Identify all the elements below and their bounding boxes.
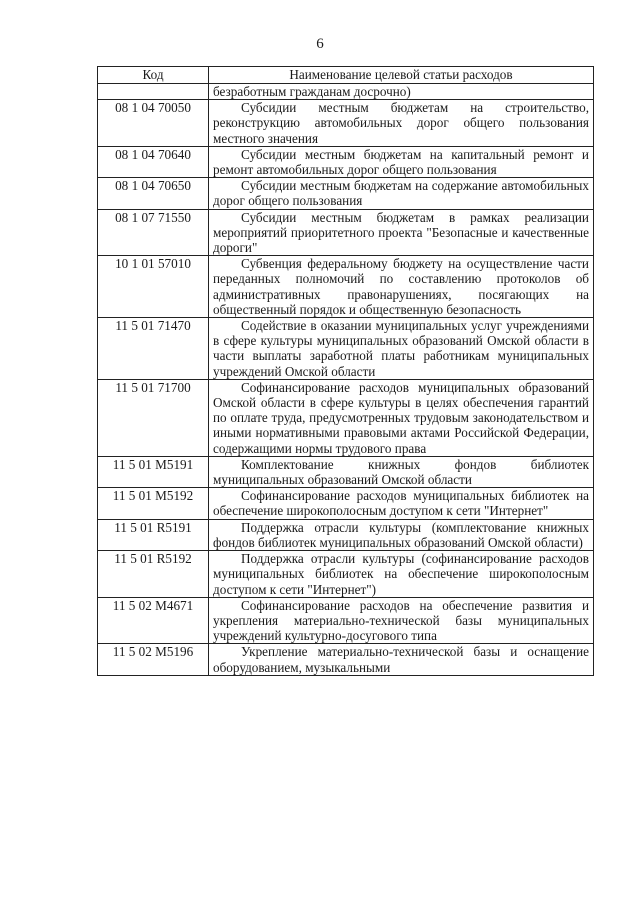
table-body [98,84,594,676]
table-header-row [98,67,594,84]
table-row [98,597,594,644]
row-name-cell [209,519,594,550]
table-row [98,519,594,550]
continuation-code-cell [98,84,209,100]
row-name-cell [209,146,594,177]
row-code: 11 5 01 R5192 [98,551,209,598]
row-code: 11 5 01 71470 [98,318,209,380]
row-name-cell [209,178,594,209]
header-name: Наименование целевой статьи расходов [209,67,594,84]
continuation-name-cell [209,84,594,100]
row-code: 08 1 07 71550 [98,209,209,256]
table-row [98,146,594,177]
row-code: 11 5 02 M4671 [98,597,209,644]
row-code: 08 1 04 70650 [98,178,209,209]
row-name-cell [209,488,594,519]
row-name-cell [209,100,594,147]
page-number: 6 [316,36,324,52]
table-row [98,256,594,318]
row-code: 11 5 02 M5196 [98,644,209,675]
table-row [98,318,594,380]
row-code: 10 1 01 57010 [98,256,209,318]
row-name-cell [209,644,594,675]
table-row [98,488,594,519]
row-code: 08 1 04 70640 [98,146,209,177]
row-code: 11 5 01 R5191 [98,519,209,550]
row-name: Субсидии местным бюджетам в рамках реализации мероприятий приоритетного проекта "Безопасные и качественные дороги" [213,209,589,256]
row-name: Поддержка отрасли культуры (комплектование книжных фондов библиотек муниципальных образований Омской области) [213,519,589,550]
row-name-cell [209,597,594,644]
row-name: Укрепление материально-технической базы и оснащение оборудованием, музыкальными [213,644,589,675]
table-row [98,100,594,147]
row-name: Софинансирование расходов муниципальных образований Омской области в сфере культуры в целях обеспечения гарантий по оплате труда, предусмотренных трудовым законодательством и иными нормативными правовыми актами Российской Федерации, содержащими нормы трудового права [213,379,589,456]
table-row [98,551,594,598]
row-name: Субсидии местным бюджетам на капитальный ремонт и ремонт автомобильных дорог общего пользования [213,146,589,178]
continuation-text: безработным гражданам досрочно) [213,84,411,99]
header-code: Код [98,67,209,84]
table-row [98,644,594,675]
row-name-cell [209,379,594,456]
row-name: Субсидии местным бюджетам на строительство, реконструкцию автомобильных дорог общего пользования местного значения [213,100,589,146]
row-code: 11 5 01 M5191 [98,456,209,487]
table-row [98,379,594,456]
row-name-cell [209,256,594,318]
table-row [98,178,594,209]
row-name: Софинансирование расходов на обеспечение развития и укрепления материально-технической базы муниципальных учреждений культурно-досугового типа [213,597,589,644]
table-row [98,456,594,487]
row-name: Комплектование книжных фондов библиотек муниципальных образований Омской области [213,456,589,488]
row-name: Субсидии местным бюджетам на содержание автомобильных дорог общего пользования [213,178,589,209]
row-name-cell [209,209,594,256]
row-code: 11 5 01 71700 [98,379,209,456]
row-name: Содействие в оказании муниципальных услуг учреждениями в сфере культуры муниципальных образований Омской области в части выплаты заработной платы работникам муниципальных учреждений Омской области [213,318,589,379]
row-name: Софинансирование расходов муниципальных библиотек на обеспечение широкополосным доступом к сети "Интернет" [213,488,589,519]
row-name-cell [209,456,594,487]
row-code: 08 1 04 70050 [98,100,209,147]
budget-table [97,66,594,676]
row-name-cell [209,551,594,598]
row-code: 11 5 01 M5192 [98,488,209,519]
row-name: Поддержка отрасли культуры (софинансирование расходов муниципальных библиотек на обеспечение широкополосным доступом к сети "Интернет") [213,551,589,597]
row-name-cell [209,318,594,380]
continuation-row [98,84,594,100]
table-row [98,209,594,256]
row-name: Субвенция федеральному бюджету на осуществление части переданных полномочий по составлению протоколов об административных правонарушениях, посягающих на общественный порядок и общественную безопасность [213,256,589,317]
